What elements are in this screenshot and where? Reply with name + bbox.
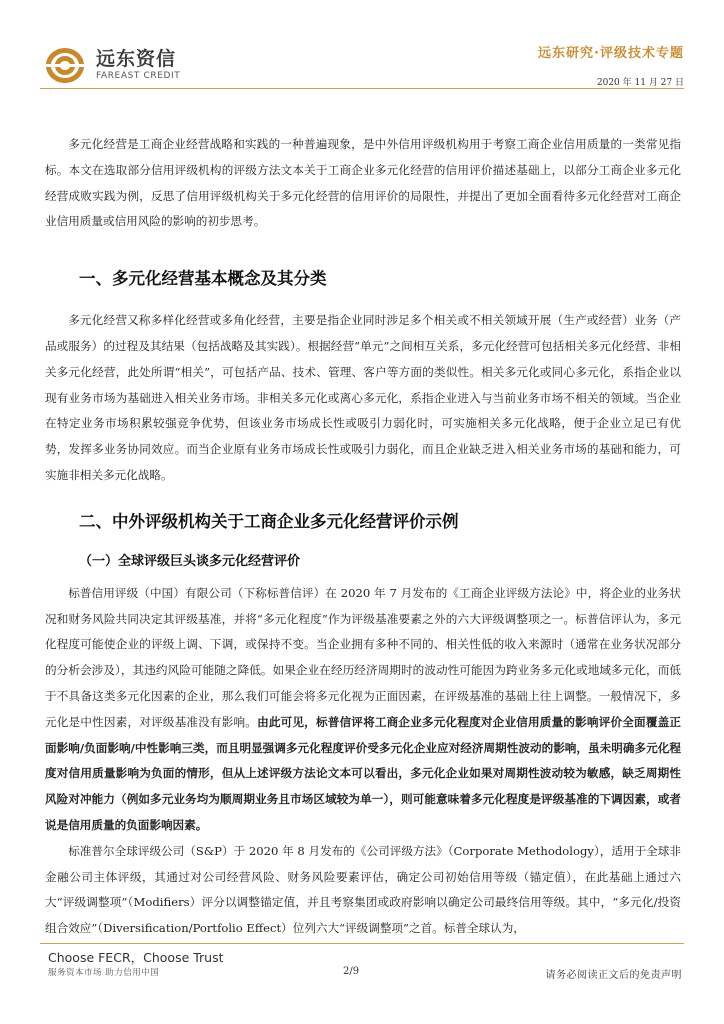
page-number: 2/9: [343, 966, 360, 977]
report-series-title: 远东研究·评级技术专题: [538, 46, 684, 61]
document-body: [45, 132, 681, 942]
company-logo: [42, 45, 180, 85]
subsection-1-heading: （一）全球评级巨头谈多元化经营评价: [79, 553, 301, 569]
fareast-credit-logo-icon: [42, 45, 88, 85]
footer-divider: [40, 943, 684, 944]
sp-china-text: 标普信用评级（中国）有限公司（下称标普信评）在 2020 年 7 月发布的《工商企业评级方法论》中，将企业的业务状况和财务风险共同决定其评级基准，并将“多元化程度”作为评级基准要素之外的六大评级调整项之一。标普信评认为，多元化程度可能使企业的评级上调、下调，或保持不变。当企业拥有多种不同的、相关性低的收入来源时（通常在业务状况部分的分析会涉及），其违约风险可能随之降低。如果企业在经历经济周期时的波动性可能因为跨业务多元化或地域多元化，而低于不具备这类多元化因素的企业，那么我们可能会将多元化视为正面因素，在评级基准的基础上往上调整。一般情况下，多元化是中性因素，对评级基准没有影响。: [45, 585, 681, 729]
intro-paragraph: 多元化经营是工商企业经营战略和实践的一种普遍现象，是中外信用评级机构用于考察工商企业信用质量的一类常见指标。本文在选取部分信用评级机构的评级方法文本关于工商企业多元化经营的信用评价描述基础上，以部分工商企业多元化经营成败实践为例，反思了信用评级机构关于多元化经营的信用评价的局限性，并提出了更加全面看待多元化经营对工商企业信用质量或信用风险的影响的初步思考。: [45, 137, 681, 229]
footer-slogan: Choose FECR，Choose Trust: [48, 950, 224, 965]
report-date: 2020 年 11 月 27 日: [596, 78, 684, 88]
logo-english-name: FAREAST CREDIT: [96, 71, 181, 81]
sp-china-paragraph: [45, 581, 681, 839]
section-1-heading: 一、多元化经营基本概念及其分类: [79, 269, 327, 289]
sp-global-paragraph: 标准普尔全球评级公司（S&P）于 2020 年 8 月发布的《公司评级方法》（Corporate Methodology），适用于全球非金融公司主体评级，其通过对公司经营风险、财务风险要素评估，确定公司初始信用等级（锚定值），在此基础上通过六大“评级调整项”（Modifiers）评分以调整锚定值，并且考察集团或政府影响以确定公司最终信用等级。其中，“多元化/投资组合效应”（Diversification/Portfolio Effect）位列六大“评级调整项”之首。标普全球认为，: [45, 843, 681, 936]
footer-subtitle: 服务资本市场 助力信用中国: [48, 968, 160, 978]
section-2-heading: 二、中外评级机构关于工商企业多元化经营评价示例: [79, 511, 459, 531]
section-1-paragraph: 多元化经营又称多样化经营或多角化经营，主要是指企业同时涉足多个相关或不相关领域开展（生产或经营）业务（产品或服务）的过程及其结果（包括战略及其实践）。根据经营“单元”之间相互关系，多元化经营可包括相关多元化经营、非相关多元化经营，此处所谓“相关”，可包括产品、技术、管理、客户等方面的类似性。相关多元化或同心多元化，系指企业以现有业务市场为基础进入相关业务市场。非相关多元化或离心多元化，系指企业进入与当前业务市场不相关的领域。当企业在特定业务市场积累较强竞争优势，但该业务市场成长性或吸引力弱化时，可实施相关多元化战略，便于企业立足已有优势，发挥多业务协同效应。而当企业原有业务市场成长性或吸引力弱化，而且企业缺乏进入相关业务市场的基础和能力，可实施非相关多元化战略。: [45, 313, 681, 482]
footer-disclaimer: 请务必阅读正文后的免责声明: [545, 970, 682, 981]
logo-chinese-name: 远东资信: [96, 48, 177, 70]
header-divider: [40, 88, 684, 89]
sp-china-bold-conclusion: 由此可见，标普信评将工商企业多元化程度对企业信用质量的影响评价全面覆盖正面影响/负面影响/中性影响三类，而且明显强调多元化程度评价受多元化企业应对经济周期性波动的影响，虽未明确多元化程度对信用质量影响为负面的情形，但从上述评级方法论文本可以看出，多元化企业如果对周期性波动较为敏感，缺乏周期性风险对冲能力（例如多元业务均为顺周期业务且市场区域较为单一），则可能意味着多元化程度是评级基准的下调因素，或者说是信用质量的负面影响因素。: [45, 714, 681, 832]
header-info: [538, 42, 684, 88]
